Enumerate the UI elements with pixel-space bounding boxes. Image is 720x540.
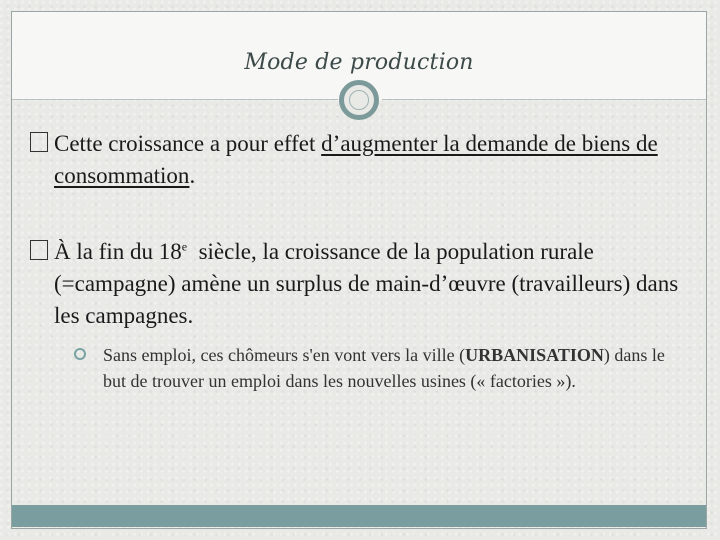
footer-bar xyxy=(12,505,706,527)
slide-content xyxy=(30,128,690,412)
ring-bullet-icon xyxy=(74,348,86,360)
sub-text-end: ) dans le but de trouver un emploi dans les nouvelles usines (« factories »). xyxy=(103,345,665,391)
square-bullet-icon xyxy=(30,132,48,152)
slide-title: Mode de production xyxy=(244,50,474,75)
sub-bullet-paragraph xyxy=(74,342,690,394)
header-rule-right xyxy=(382,99,706,100)
paragraph-2-text-end: siècle, la croissance de la population rurale (=campagne) amène un surplus de main-d’œuvre (travailleurs) dans les campagnes. xyxy=(54,239,684,328)
paragraph-1-text-start: Cette croissance a pour effet xyxy=(54,131,322,156)
header-rule-left xyxy=(12,99,338,100)
paragraph-2-text-start: À la fin du 18 xyxy=(54,239,182,264)
urbanisation-term: URBANISATION xyxy=(465,345,604,365)
circle-ornament-icon xyxy=(339,80,379,120)
paragraph-1-text-end: . xyxy=(189,163,196,188)
bullet-paragraph-2 xyxy=(30,236,690,332)
paragraph-1-underlined-text: d’augmenter la demande de biens de consommation xyxy=(54,131,658,188)
sub-text-start: Sans emploi, ces chômeurs s'en vont vers la ville ( xyxy=(103,345,466,365)
square-bullet-icon xyxy=(30,240,48,260)
bullet-paragraph-1 xyxy=(30,128,690,192)
century-superscript: e xyxy=(181,239,188,254)
circle-ornament-inner xyxy=(349,90,369,110)
